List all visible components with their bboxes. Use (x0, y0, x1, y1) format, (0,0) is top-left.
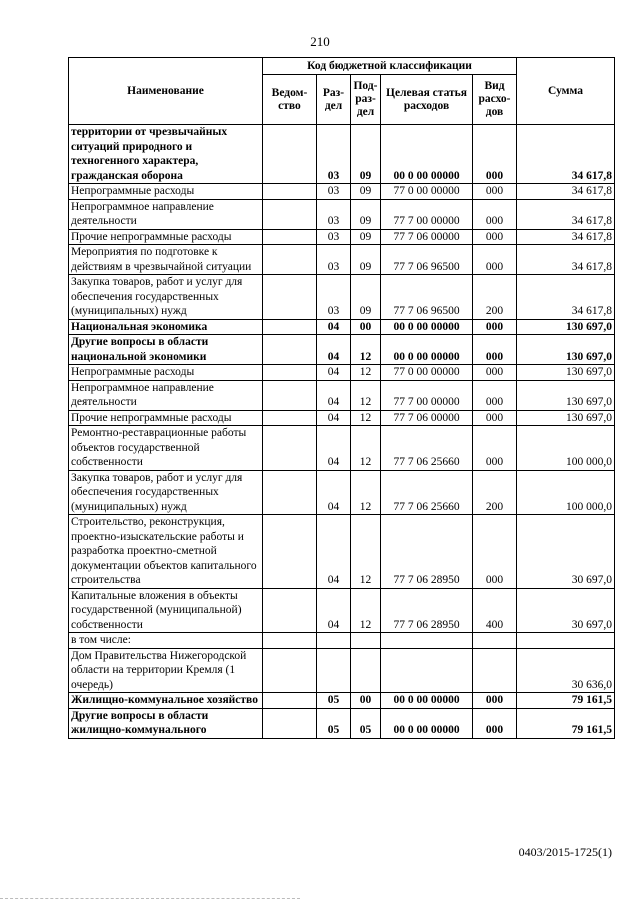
cell-expense-type: 000 (473, 365, 517, 381)
cell-expense-type: 000 (473, 380, 517, 410)
cell-sum: 30 636,0 (517, 648, 615, 693)
cell-name: Прочие непрограммные расходы (69, 410, 263, 426)
cell-podrazdel: 09 (351, 229, 381, 245)
cell-podrazdel: 05 (351, 708, 381, 738)
cell-sum: 34 617,8 (517, 184, 615, 200)
cell-expense-type: 000 (473, 708, 517, 738)
cell-sum: 34 617,8 (517, 275, 615, 320)
cell-target-article: 00 0 00 00000 (381, 335, 473, 365)
table-row (69, 229, 615, 245)
cell-vedomstvo (263, 365, 317, 381)
cell-target-article (381, 633, 473, 649)
cell-name: Прочие непрограммные расходы (69, 229, 263, 245)
cell-razdel: 04 (317, 588, 351, 633)
cell-expense-type: 000 (473, 515, 517, 589)
table-row (69, 335, 615, 365)
table-body (69, 125, 615, 739)
table-row (69, 426, 615, 471)
cell-target-article: 77 7 00 00000 (381, 380, 473, 410)
cell-expense-type (473, 633, 517, 649)
cell-target-article: 77 7 06 96500 (381, 245, 473, 275)
cell-sum: 130 697,0 (517, 319, 615, 335)
cell-razdel: 04 (317, 365, 351, 381)
cell-name: Непрограммные расходы (69, 365, 263, 381)
cell-vedomstvo (263, 319, 317, 335)
cell-name: в том числе: (69, 633, 263, 649)
cell-razdel: 05 (317, 693, 351, 709)
cell-podrazdel: 09 (351, 125, 381, 184)
cell-name: Жилищно-коммунальное хозяйство (69, 693, 263, 709)
document-code: 0403/2015-1725(1) (518, 845, 612, 859)
cell-vedomstvo (263, 229, 317, 245)
cell-podrazdel (351, 633, 381, 649)
cell-sum: 30 697,0 (517, 588, 615, 633)
cell-vedomstvo (263, 184, 317, 200)
cell-podrazdel: 12 (351, 426, 381, 471)
header-sum: Сумма (517, 58, 615, 125)
header-podrazdel: Под-раз-дел (351, 75, 381, 125)
table-row (69, 470, 615, 515)
page-number: 210 (310, 34, 330, 49)
cell-razdel: 04 (317, 426, 351, 471)
cell-razdel: 05 (317, 708, 351, 738)
cell-podrazdel: 12 (351, 365, 381, 381)
cell-podrazdel: 12 (351, 380, 381, 410)
cell-podrazdel: 09 (351, 199, 381, 229)
cell-sum: 34 617,8 (517, 125, 615, 184)
cell-vedomstvo (263, 633, 317, 649)
header-target-article: Целевая статья расходов (381, 75, 473, 125)
cell-sum: 34 617,8 (517, 199, 615, 229)
cell-name: Дом Правительства Нижегородской области на территории Кремля (1 очередь) (69, 648, 263, 693)
table-row (69, 275, 615, 320)
table-row (69, 199, 615, 229)
cell-target-article: 77 7 06 25660 (381, 470, 473, 515)
table-row (69, 588, 615, 633)
cell-expense-type: 000 (473, 693, 517, 709)
cell-sum: 100 000,0 (517, 470, 615, 515)
cell-name: Другие вопросы в области жилищно-коммунального (69, 708, 263, 738)
cell-podrazdel: 00 (351, 693, 381, 709)
cell-name: Непрограммное направление деятельности (69, 380, 263, 410)
cell-expense-type: 000 (473, 229, 517, 245)
cell-sum: 100 000,0 (517, 426, 615, 471)
cell-podrazdel: 12 (351, 470, 381, 515)
cell-sum (517, 633, 615, 649)
cell-name: территории от чрезвычайных ситуаций природного и техногенного характера, гражданская оборона (69, 125, 263, 184)
cell-target-article: 00 0 00 00000 (381, 319, 473, 335)
header-name: Наименование (69, 58, 263, 125)
cell-target-article: 77 0 00 00000 (381, 365, 473, 381)
table-row (69, 184, 615, 200)
cell-sum: 130 697,0 (517, 335, 615, 365)
cell-razdel: 04 (317, 335, 351, 365)
cell-podrazdel: 12 (351, 515, 381, 589)
cell-podrazdel: 09 (351, 275, 381, 320)
bottom-rule (0, 898, 300, 899)
table-row (69, 693, 615, 709)
cell-sum: 130 697,0 (517, 380, 615, 410)
cell-razdel (317, 648, 351, 693)
cell-vedomstvo (263, 515, 317, 589)
table-row (69, 708, 615, 738)
cell-name: Капитальные вложения в объекты государственной (муниципальной) собственности (69, 588, 263, 633)
cell-target-article: 77 7 06 28950 (381, 588, 473, 633)
cell-expense-type (473, 648, 517, 693)
cell-razdel: 03 (317, 199, 351, 229)
cell-target-article: 77 7 06 96500 (381, 275, 473, 320)
cell-name: Ремонтно-реставрационные работы объектов государственной собственности (69, 426, 263, 471)
cell-target-article: 77 7 06 00000 (381, 229, 473, 245)
table-row (69, 365, 615, 381)
header-expense-type: Вид расхо-дов (473, 75, 517, 125)
cell-expense-type: 200 (473, 275, 517, 320)
header-classification-group: Код бюджетной классификации (263, 58, 517, 75)
cell-expense-type: 000 (473, 199, 517, 229)
cell-razdel: 03 (317, 125, 351, 184)
cell-target-article: 77 7 06 28950 (381, 515, 473, 589)
cell-vedomstvo (263, 648, 317, 693)
cell-sum: 34 617,8 (517, 245, 615, 275)
cell-vedomstvo (263, 125, 317, 184)
cell-razdel: 04 (317, 410, 351, 426)
cell-name: Закупка товаров, работ и услуг для обеспечения государственных (муниципальных) нужд (69, 275, 263, 320)
cell-vedomstvo (263, 588, 317, 633)
cell-name: Закупка товаров, работ и услуг для обеспечения государственных (муниципальных) нужд (69, 470, 263, 515)
cell-sum: 130 697,0 (517, 365, 615, 381)
table-row (69, 515, 615, 589)
cell-podrazdel: 00 (351, 319, 381, 335)
cell-sum: 79 161,5 (517, 693, 615, 709)
cell-podrazdel: 09 (351, 184, 381, 200)
cell-sum: 34 617,8 (517, 229, 615, 245)
cell-target-article: 77 7 00 00000 (381, 199, 473, 229)
table-row (69, 245, 615, 275)
cell-podrazdel: 09 (351, 245, 381, 275)
table-row (69, 125, 615, 184)
cell-expense-type: 000 (473, 410, 517, 426)
cell-name: Национальная экономика (69, 319, 263, 335)
cell-razdel: 04 (317, 380, 351, 410)
budget-table (68, 57, 615, 739)
cell-name: Строительство, реконструкция, проектно-изыскательские работы и разработка проектно-сметной документации объектов капитального строительства (69, 515, 263, 589)
cell-podrazdel: 12 (351, 410, 381, 426)
cell-target-article: 00 0 00 00000 (381, 125, 473, 184)
cell-vedomstvo (263, 199, 317, 229)
cell-target-article: 77 0 00 00000 (381, 184, 473, 200)
cell-target-article: 00 0 00 00000 (381, 693, 473, 709)
cell-name: Непрограммное направление деятельности (69, 199, 263, 229)
cell-razdel: 04 (317, 470, 351, 515)
cell-vedomstvo (263, 275, 317, 320)
table-row (69, 648, 615, 693)
cell-target-article: 00 0 00 00000 (381, 708, 473, 738)
cell-expense-type: 200 (473, 470, 517, 515)
cell-razdel: 04 (317, 515, 351, 589)
cell-expense-type: 400 (473, 588, 517, 633)
cell-vedomstvo (263, 693, 317, 709)
cell-razdel (317, 633, 351, 649)
cell-target-article (381, 648, 473, 693)
header-vedomstvo: Ведом-ство (263, 75, 317, 125)
cell-razdel: 04 (317, 319, 351, 335)
cell-sum: 30 697,0 (517, 515, 615, 589)
cell-razdel: 03 (317, 245, 351, 275)
cell-vedomstvo (263, 470, 317, 515)
header-razdel: Раз-дел (317, 75, 351, 125)
cell-vedomstvo (263, 335, 317, 365)
cell-vedomstvo (263, 708, 317, 738)
cell-expense-type: 000 (473, 426, 517, 471)
cell-razdel: 03 (317, 229, 351, 245)
cell-razdel: 03 (317, 184, 351, 200)
cell-expense-type: 000 (473, 125, 517, 184)
cell-expense-type: 000 (473, 335, 517, 365)
cell-target-article: 77 7 06 00000 (381, 410, 473, 426)
cell-vedomstvo (263, 245, 317, 275)
cell-name: Другие вопросы в области национальной экономики (69, 335, 263, 365)
table-header (69, 58, 615, 125)
cell-name: Непрограммные расходы (69, 184, 263, 200)
cell-vedomstvo (263, 380, 317, 410)
cell-sum: 79 161,5 (517, 708, 615, 738)
cell-sum: 130 697,0 (517, 410, 615, 426)
cell-podrazdel (351, 648, 381, 693)
cell-vedomstvo (263, 410, 317, 426)
cell-expense-type: 000 (473, 184, 517, 200)
cell-name: Мероприятия по подготовке к действиям в чрезвычайной ситуации (69, 245, 263, 275)
cell-expense-type: 000 (473, 319, 517, 335)
cell-razdel: 03 (317, 275, 351, 320)
table-row (69, 319, 615, 335)
table-row (69, 633, 615, 649)
cell-podrazdel: 12 (351, 588, 381, 633)
cell-target-article: 77 7 06 25660 (381, 426, 473, 471)
cell-vedomstvo (263, 426, 317, 471)
table-row (69, 410, 615, 426)
table-row (69, 380, 615, 410)
cell-expense-type: 000 (473, 245, 517, 275)
cell-podrazdel: 12 (351, 335, 381, 365)
